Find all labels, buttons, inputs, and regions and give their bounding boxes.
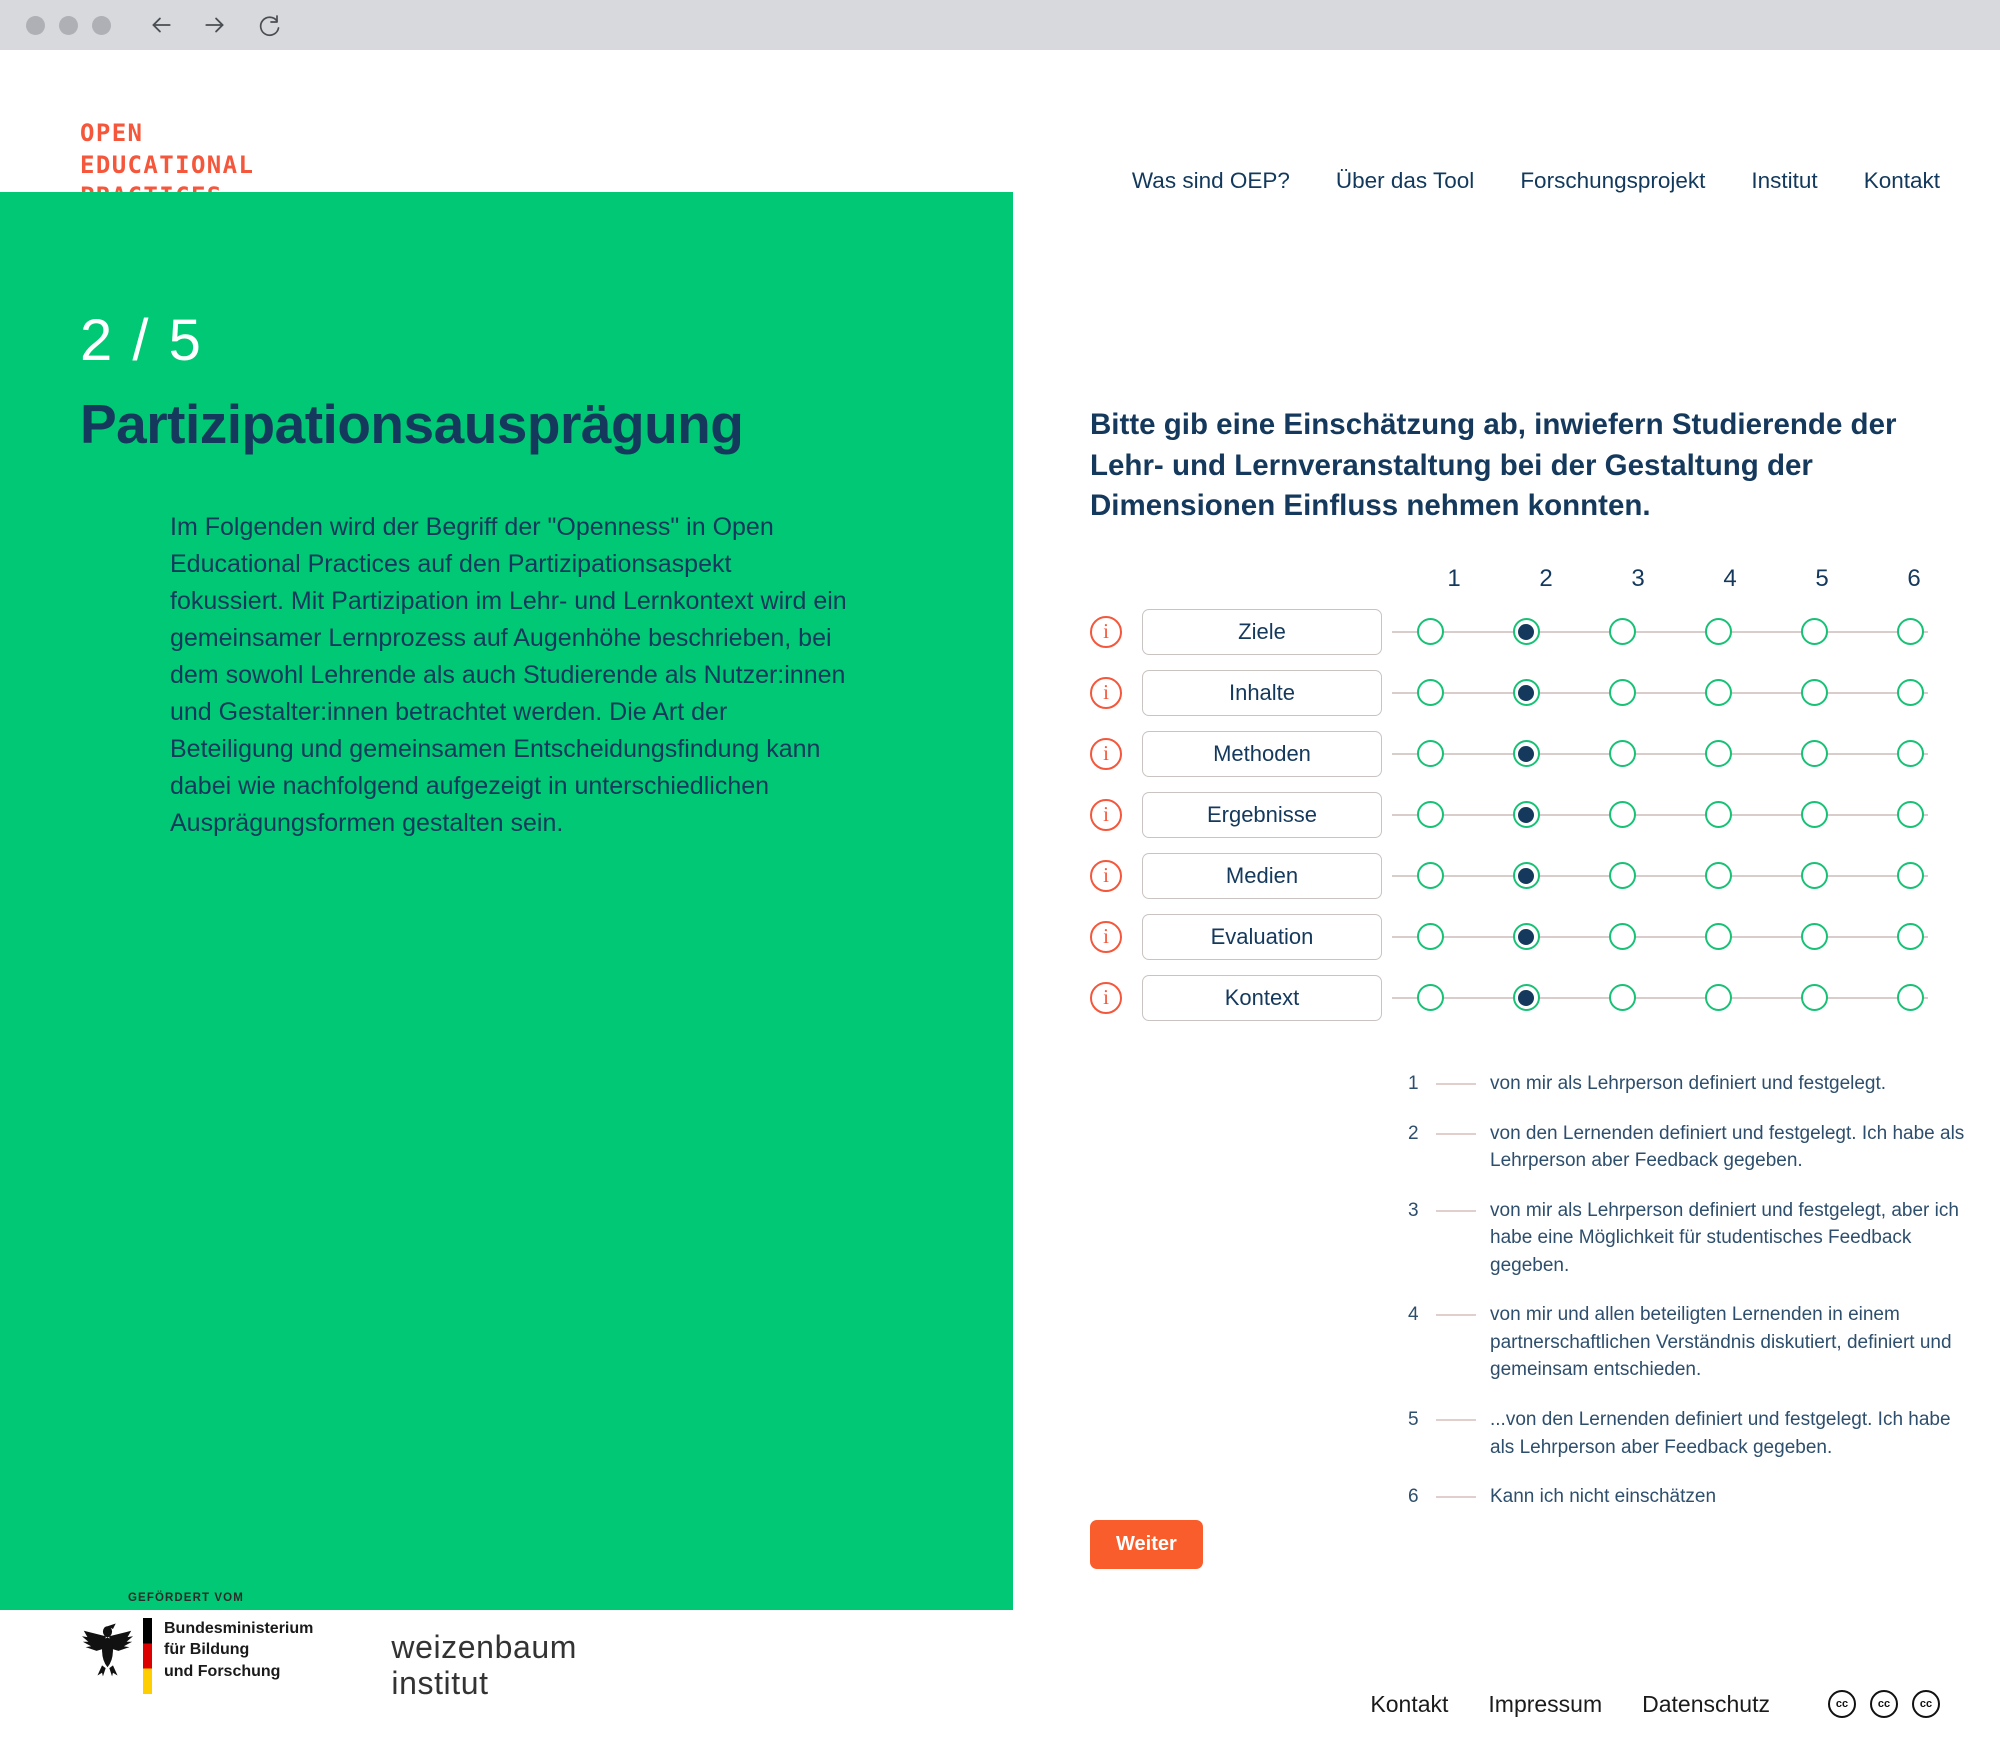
scale-col-5: 5 [1815, 565, 1829, 593]
footer-funding [80, 1592, 577, 1702]
legend-dash [1436, 1496, 1476, 1498]
cc-icon-1[interactable]: cc [1828, 1690, 1856, 1718]
scale-col-2: 2 [1539, 565, 1553, 593]
scale-col-3: 3 [1631, 565, 1645, 593]
nav-item-ueber-das-tool[interactable]: Über das Tool [1335, 168, 1475, 193]
legend-number: 4 [1408, 1304, 1419, 1326]
rating-option-1[interactable] [1382, 731, 1478, 777]
dimension-label: Evaluation [1142, 914, 1382, 960]
rating-option-5[interactable] [1766, 914, 1862, 960]
info-icon[interactable]: i [1090, 677, 1122, 709]
rating-option-4[interactable] [1670, 792, 1766, 838]
creative-commons-badges [1828, 1690, 1940, 1718]
rating-option-2[interactable] [1478, 853, 1574, 899]
radio-bullet [1513, 923, 1540, 950]
legend-number: 5 [1408, 1409, 1419, 1431]
footer-link-datenschutz[interactable]: Datenschutz [1642, 1690, 1770, 1717]
scale-col-1: 1 [1447, 565, 1461, 593]
rating-option-1[interactable] [1382, 914, 1478, 960]
radio-bullet [1801, 679, 1828, 706]
nav-item-was-sind-oep[interactable]: Was sind OEP? [1131, 168, 1290, 193]
radio-bullet [1609, 618, 1636, 645]
rating-option-4[interactable] [1670, 975, 1766, 1021]
rating-track [1382, 914, 1958, 960]
arrow-right-icon[interactable] [201, 11, 229, 39]
radio-bullet [1513, 618, 1540, 645]
matrix-row [1090, 662, 1960, 723]
rating-option-1[interactable] [1382, 609, 1478, 655]
matrix-row [1090, 845, 1960, 906]
radio-bullet [1417, 801, 1444, 828]
rating-option-2[interactable] [1478, 670, 1574, 716]
legend-dash [1436, 1314, 1476, 1316]
dimension-label: Ergebnisse [1142, 792, 1382, 838]
matrix-row [1090, 784, 1960, 845]
dimension-label: Ziele [1142, 609, 1382, 655]
radio-bullet [1417, 984, 1444, 1011]
rating-option-2[interactable] [1478, 975, 1574, 1021]
legend-dash [1436, 1083, 1476, 1085]
rating-option-3[interactable] [1574, 914, 1670, 960]
rating-option-1[interactable] [1382, 975, 1478, 1021]
radio-bullet [1513, 740, 1540, 767]
scale-col-4: 4 [1723, 565, 1737, 593]
legend-item [1408, 1301, 1968, 1384]
dimension-label: Inhalte [1142, 670, 1382, 716]
radio-bullet [1897, 618, 1924, 645]
legend-dash [1436, 1133, 1476, 1135]
legend-description: ...von den Lernenden definiert und festgelegt. Ich habe als Lehrperson aber Feedback gegeben. [1490, 1409, 1951, 1458]
rating-option-1[interactable] [1382, 853, 1478, 899]
rating-option-5[interactable] [1766, 853, 1862, 899]
window-controls [26, 16, 111, 35]
rating-option-6[interactable] [1862, 731, 1958, 777]
rating-option-3[interactable] [1574, 731, 1670, 777]
rating-option-4[interactable] [1670, 853, 1766, 899]
bmbf-logo [80, 1592, 313, 1694]
radio-bullet [1513, 984, 1540, 1011]
radio-bullet [1417, 618, 1444, 645]
legend-number: 2 [1408, 1122, 1419, 1144]
german-flag-bar [143, 1618, 152, 1694]
window-maximize-dot[interactable] [92, 16, 111, 35]
institute-line-2: institut [391, 1664, 489, 1701]
cc-icon-3[interactable]: cc [1912, 1690, 1940, 1718]
reload-icon[interactable] [255, 11, 283, 39]
browser-chrome [0, 0, 2000, 50]
legend-item [1408, 1406, 1968, 1461]
ministry-name [164, 1618, 313, 1682]
radio-bullet [1897, 801, 1924, 828]
rating-track [1382, 670, 1958, 716]
radio-bullet [1417, 740, 1444, 767]
legend-number: 6 [1408, 1486, 1419, 1508]
rating-option-6[interactable] [1862, 853, 1958, 899]
legend-description: von mir und allen beteiligten Lernenden in einem partnerschaftlichen Verständnis diskutiert, definiert und gemeinsam entschieden. [1490, 1304, 1952, 1381]
federal-eagle-icon [80, 1618, 135, 1680]
dimension-label: Methoden [1142, 731, 1382, 777]
scale-legend [1408, 1070, 1968, 1511]
rating-option-3[interactable] [1574, 853, 1670, 899]
survey-section [1090, 405, 1965, 1533]
rating-option-5[interactable] [1766, 670, 1862, 716]
radio-bullet [1609, 984, 1636, 1011]
info-icon[interactable]: i [1090, 921, 1122, 953]
info-icon[interactable]: i [1090, 799, 1122, 831]
ministry-line-1: Bundesministerium [164, 1620, 314, 1637]
radio-bullet [1801, 923, 1828, 950]
rating-option-5[interactable] [1766, 792, 1862, 838]
legend-dash [1436, 1419, 1476, 1421]
radio-bullet [1609, 923, 1636, 950]
legend-description: von den Lernenden definiert und festgelegt. Ich habe als Lehrperson aber Feedback gegeben. [1490, 1122, 1965, 1172]
radio-bullet [1705, 740, 1732, 767]
matrix-row [1090, 967, 1960, 1028]
radio-bullet [1897, 984, 1924, 1011]
radio-bullet [1705, 984, 1732, 1011]
logo-line-2: EDUCATIONAL [80, 150, 255, 179]
rating-option-3[interactable] [1574, 792, 1670, 838]
radio-bullet [1897, 679, 1924, 706]
radio-bullet [1609, 801, 1636, 828]
matrix-row [1090, 723, 1960, 784]
step-counter: 2 / 5 [80, 308, 203, 373]
intro-panel [0, 192, 1013, 1610]
rating-option-5[interactable] [1766, 731, 1862, 777]
legend-item [1408, 1197, 1968, 1280]
rating-option-4[interactable] [1670, 609, 1766, 655]
ministry-line-3: und Forschung [164, 1662, 281, 1680]
rating-option-6[interactable] [1862, 670, 1958, 716]
radio-bullet [1513, 862, 1540, 889]
radio-bullet [1801, 618, 1828, 645]
radio-bullet [1609, 862, 1636, 889]
radio-bullet [1705, 923, 1732, 950]
info-icon[interactable]: i [1090, 616, 1122, 648]
funding-label: GEFÖRDERT VOM [128, 1592, 244, 1604]
arrow-left-icon[interactable] [147, 11, 175, 39]
matrix-row [1090, 601, 1960, 662]
rating-option-2[interactable] [1478, 792, 1574, 838]
window-close-dot[interactable] [26, 16, 45, 35]
cc-icon-2[interactable]: cc [1870, 1690, 1898, 1718]
nav-item-kontakt[interactable]: Kontakt [1863, 168, 1940, 193]
radio-bullet [1705, 679, 1732, 706]
nav-item-institut[interactable]: Institut [1751, 168, 1818, 193]
radio-bullet [1705, 862, 1732, 889]
weizenbaum-logo [391, 1630, 577, 1702]
dimension-label: Kontext [1142, 975, 1382, 1021]
radio-bullet [1609, 740, 1636, 767]
legend-description: von mir als Lehrperson definiert und festgelegt, aber ich habe eine Möglichkeit für studentisches Feedback gegeben. [1490, 1199, 1959, 1276]
footer-link-kontakt[interactable]: Kontakt [1370, 1690, 1449, 1717]
radio-bullet [1897, 862, 1924, 889]
dimension-label: Medien [1142, 853, 1382, 899]
rating-track [1382, 975, 1958, 1021]
site-header [0, 50, 2000, 192]
rating-option-3[interactable] [1574, 670, 1670, 716]
window-minimize-dot[interactable] [59, 16, 78, 35]
rating-matrix [1090, 565, 1960, 1028]
rating-option-6[interactable] [1862, 975, 1958, 1021]
footer-links [1370, 1690, 1940, 1718]
legend-item [1408, 1070, 1968, 1098]
rating-option-3[interactable] [1574, 975, 1670, 1021]
legend-number: 3 [1408, 1199, 1419, 1221]
rating-track [1382, 853, 1958, 899]
rating-option-4[interactable] [1670, 670, 1766, 716]
matrix-row [1090, 906, 1960, 967]
radio-bullet [1897, 740, 1924, 767]
rating-option-6[interactable] [1862, 609, 1958, 655]
radio-bullet [1417, 862, 1444, 889]
rating-option-1[interactable] [1382, 670, 1478, 716]
legend-dash [1436, 1210, 1476, 1212]
radio-bullet [1801, 801, 1828, 828]
footer-link-impressum[interactable]: Impressum [1488, 1690, 1603, 1717]
radio-bullet [1705, 801, 1732, 828]
rating-track [1382, 609, 1958, 655]
scale-col-6: 6 [1907, 565, 1921, 593]
legend-number: 1 [1408, 1073, 1419, 1095]
radio-bullet [1513, 679, 1540, 706]
radio-bullet [1417, 679, 1444, 706]
main-navigation [1132, 168, 1940, 194]
radio-bullet [1513, 801, 1540, 828]
page-title: Partizipationsausprägung [80, 393, 744, 455]
rating-option-3[interactable] [1574, 609, 1670, 655]
rating-option-2[interactable] [1478, 609, 1574, 655]
legend-description: Kann ich nicht einschätzen [1490, 1486, 1717, 1508]
radio-bullet [1801, 984, 1828, 1011]
info-icon[interactable]: i [1090, 738, 1122, 770]
rating-option-1[interactable] [1382, 792, 1478, 838]
logo-line-1: OPEN [80, 119, 144, 147]
intro-text: Im Folgenden wird der Begriff der "Openness" in Open Educational Practices auf den Partizipationsaspekt fokussiert. Mit Partizipation im Lehr- und Lernkontext wird ein gemeinsamer Lernprozess auf Augenhöhe beschrieben, bei dem sowohl Lehrende als auch Studierende als Nutzer:innen und Gestalter:innen betrachtet werden. Die Art der Beteiligung und gemeinsamen Entscheidungsfindung kann dabei wie nachfolgend aufgezeigt in unterschiedlichen Ausprägungsformen gestalten sein. [170, 512, 847, 837]
institute-line-1: weizenbaum [391, 1629, 578, 1665]
survey-question: Bitte gib eine Einschätzung ab, inwiefern Studierende der Lehr- und Lernveranstaltung bei der Gestaltung der Dimensionen Einfluss nehmen konnten. [1090, 408, 1897, 523]
radio-bullet [1801, 862, 1828, 889]
radio-bullet [1801, 740, 1828, 767]
radio-bullet [1705, 618, 1732, 645]
rating-option-5[interactable] [1766, 975, 1862, 1021]
radio-bullet [1609, 679, 1636, 706]
ministry-line-2: für Bildung [164, 1641, 250, 1659]
rating-track [1382, 792, 1958, 838]
legend-description: von mir als Lehrperson definiert und festgelegt. [1490, 1073, 1887, 1095]
rating-track [1382, 731, 1958, 777]
rating-option-4[interactable] [1670, 731, 1766, 777]
rating-option-2[interactable] [1478, 914, 1574, 960]
rating-option-5[interactable] [1766, 609, 1862, 655]
radio-bullet [1897, 923, 1924, 950]
nav-item-forschungsprojekt[interactable]: Forschungsprojekt [1520, 168, 1706, 193]
legend-item [1408, 1120, 1968, 1175]
radio-bullet [1417, 923, 1444, 950]
scale-header [1408, 565, 1960, 593]
rating-option-2[interactable] [1478, 731, 1574, 777]
rating-option-6[interactable] [1862, 792, 1958, 838]
browser-nav-icons [147, 11, 283, 39]
info-icon[interactable]: i [1090, 982, 1122, 1014]
legend-item [1408, 1483, 1968, 1511]
continue-button[interactable]: Weiter [1090, 1520, 1203, 1569]
rating-option-6[interactable] [1862, 914, 1958, 960]
info-icon[interactable]: i [1090, 860, 1122, 892]
rating-option-4[interactable] [1670, 914, 1766, 960]
matrix-rows [1090, 601, 1960, 1028]
